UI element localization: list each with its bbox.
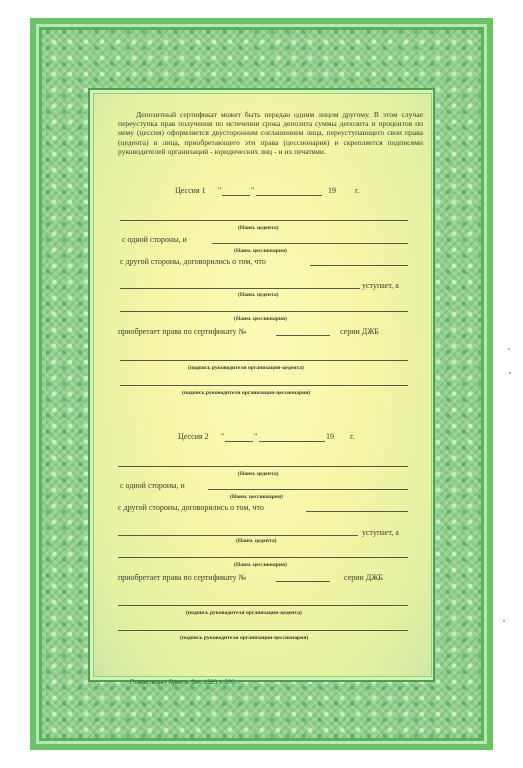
cession-2-cedent-field[interactable] — [118, 466, 408, 467]
cession-1-year-suffix: г. — [355, 186, 360, 195]
cession-1-cessionary-field[interactable] — [212, 243, 408, 244]
cession-1-month-field[interactable] — [256, 195, 322, 196]
cession-1-cessionary-signature-caption: (подпись руководителя организации-цессионария) — [182, 390, 311, 396]
cession-2-cessionary-signature-caption: (подпись руководителя организации-цессионария) — [180, 635, 309, 641]
cession-1-day-field[interactable] — [222, 195, 250, 196]
cession-2-certificate-number-field[interactable] — [276, 581, 330, 582]
cession-2-cedent-signature-caption: (подпись руководителя организации-цедента) — [186, 610, 302, 616]
cession-1-year-label: 19 — [328, 186, 336, 195]
cession-2-year-label: 19 — [326, 432, 334, 441]
scan-speck — [508, 348, 510, 350]
cession-1-cedent-field[interactable] — [120, 220, 408, 221]
cession-1-close-quote: " — [251, 186, 255, 195]
cession-1-cessionary-caption-2: (Наим. цессионария) — [234, 316, 287, 322]
cession-1-other-side-label: с другой стороны, договорились о том, что — [120, 257, 266, 266]
cession-2-acquires-label: приобретает права по сертификату № — [118, 573, 247, 582]
cession-2-other-side-label: с другой стороны, договорились о том, что — [118, 503, 264, 512]
cession-2-cessionary-field-2[interactable] — [118, 557, 408, 558]
cession-1-cedent-field-2[interactable] — [120, 288, 360, 289]
cession-2-year-suffix: г. — [350, 432, 355, 441]
printer-imprint: Гознаковская бумага. Зак. 1583 т. 500 — [130, 680, 235, 686]
cession-1-cedent-signature-field[interactable] — [120, 360, 408, 361]
cession-2-cessionary-caption: (Наим. цессионария) — [230, 494, 283, 500]
cession-1-cedes-label: уступает, а — [362, 281, 399, 290]
cession-2-cedent-signature-field[interactable] — [118, 605, 408, 606]
cession-1-open-quote: " — [218, 186, 222, 195]
cession-2-close-quote: " — [254, 432, 258, 441]
cession-1-agreement-field[interactable] — [310, 265, 408, 266]
cession-2-open-quote: " — [221, 432, 225, 441]
cession-1-one-side-label: с одной стороны, и — [122, 235, 187, 244]
cession-2-cessionary-signature-field[interactable] — [118, 630, 408, 631]
cession-2-series-label: серии ДЖБ — [344, 573, 383, 582]
cession-2-cedent-field-2[interactable] — [118, 535, 358, 536]
intro-paragraph: Депозитный сертификат может быть передан одним лицом другому. В этом случае переуступка прав получения по истечении срока депозита суммы депозита и процентов по нему (цессия) оформляется двусторонним соглашением лица, переуступающего свои права (цедента) и лица, приобретающего эти права (цессионария) и скрепляется подписями руководителей организаций - юридических лиц - и их печатями. — [118, 110, 423, 156]
cession-1-series-label: серии ДЖБ — [340, 327, 379, 336]
cession-1-cedent-caption: (Наим. цедента) — [238, 225, 279, 231]
cession-1-certificate-number-field[interactable] — [276, 335, 330, 336]
cession-2-cedes-label: уступает, а — [362, 528, 399, 537]
cession-1-cessionary-field-2[interactable] — [120, 311, 408, 312]
cession-2-cessionary-caption-2: (Наим. цессионария) — [234, 562, 287, 568]
cession-1-title: Цессия 1 — [175, 186, 206, 195]
cession-2-day-field[interactable] — [225, 441, 253, 442]
cession-1-acquires-label: приобретает права по сертификату № — [118, 327, 247, 336]
cession-1-cedent-signature-caption: (подпись руководителя организации-цедента) — [188, 365, 304, 371]
cession-2-cedent-caption: (Наим. цедента) — [238, 471, 279, 477]
cession-2-month-field[interactable] — [259, 441, 325, 442]
cession-2-cessionary-field[interactable] — [208, 489, 408, 490]
cession-2-agreement-field[interactable] — [306, 511, 408, 512]
scan-speck — [503, 620, 505, 622]
cession-1-cessionary-signature-field[interactable] — [120, 385, 408, 386]
cession-1-cedent-caption-2: (Наим. цедента) — [238, 292, 279, 298]
cession-2-one-side-label: с одной стороны, и — [120, 481, 185, 490]
cession-1-cessionary-caption: (Наим. цессионария) — [234, 248, 287, 254]
cession-2-title: Цессия 2 — [178, 432, 209, 441]
scan-speck — [509, 372, 511, 374]
cession-2-cedent-caption-2: (Наим. цедента) — [236, 538, 277, 544]
